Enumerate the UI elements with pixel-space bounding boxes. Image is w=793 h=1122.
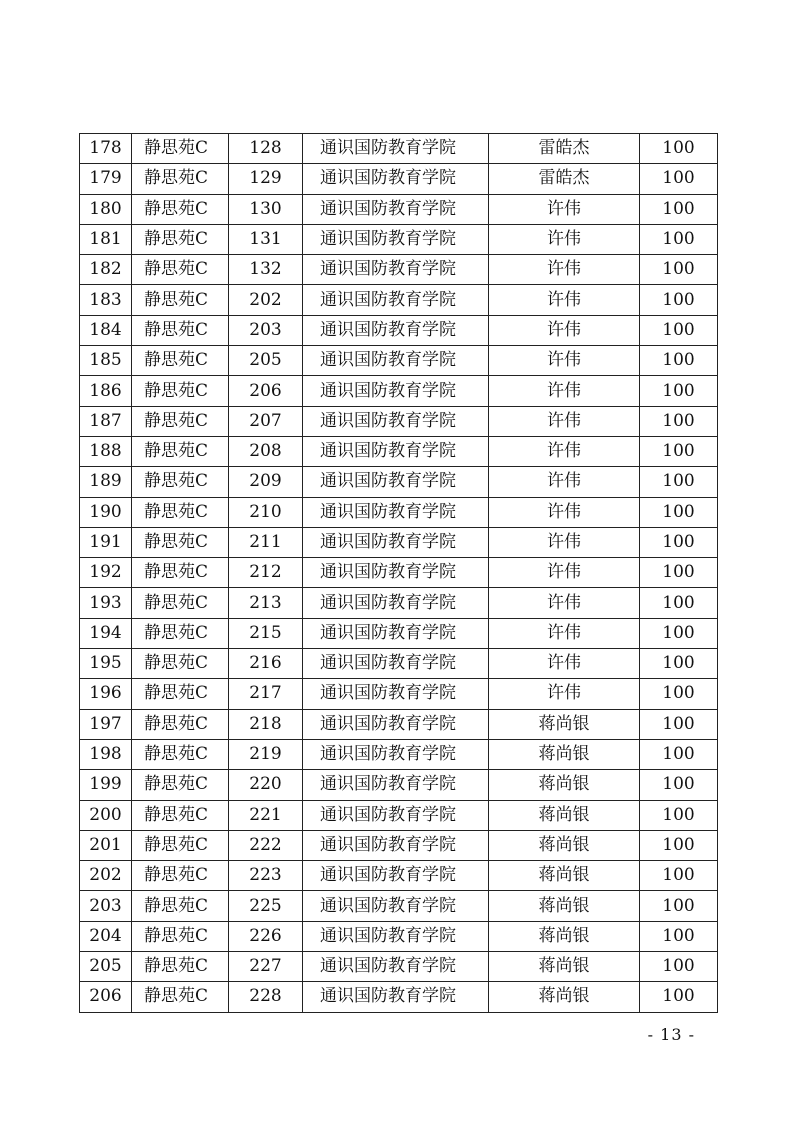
college-cell: 通识国防教育学院 [303,588,489,618]
row-index-cell: 190 [80,497,132,527]
college-cell: 通识国防教育学院 [303,315,489,345]
score-cell: 100 [640,134,718,164]
score-cell: 100 [640,194,718,224]
college-cell: 通识国防教育学院 [303,558,489,588]
room-number-cell: 220 [229,770,303,800]
row-index-cell: 201 [80,830,132,860]
table-row [80,679,718,709]
counselor-cell: 许伟 [489,618,640,648]
counselor-cell: 许伟 [489,255,640,285]
table-row [80,770,718,800]
score-cell: 100 [640,861,718,891]
score-cell: 100 [640,739,718,769]
counselor-cell: 许伟 [489,497,640,527]
score-cell: 100 [640,315,718,345]
counselor-cell: 蒋尚银 [489,800,640,830]
page-number: - 13 - [647,1025,695,1044]
table-row [80,588,718,618]
college-cell: 通识国防教育学院 [303,497,489,527]
row-index-cell: 197 [80,709,132,739]
building-cell: 静思苑C [132,285,229,315]
row-index-cell: 202 [80,861,132,891]
counselor-cell: 蒋尚银 [489,921,640,951]
building-cell: 静思苑C [132,830,229,860]
row-index-cell: 189 [80,467,132,497]
building-cell: 静思苑C [132,800,229,830]
room-number-cell: 211 [229,527,303,557]
table-row [80,861,718,891]
college-cell: 通识国防教育学院 [303,891,489,921]
counselor-cell: 许伟 [489,406,640,436]
counselor-cell: 许伟 [489,194,640,224]
row-index-cell: 188 [80,436,132,466]
building-cell: 静思苑C [132,224,229,254]
score-cell: 100 [640,830,718,860]
counselor-cell: 许伟 [489,649,640,679]
score-cell: 100 [640,497,718,527]
counselor-cell: 许伟 [489,436,640,466]
college-cell: 通识国防教育学院 [303,679,489,709]
college-cell: 通识国防教育学院 [303,436,489,466]
row-index-cell: 191 [80,527,132,557]
counselor-cell: 许伟 [489,376,640,406]
table-row [80,134,718,164]
score-cell: 100 [640,255,718,285]
row-index-cell: 204 [80,921,132,951]
room-number-cell: 216 [229,649,303,679]
room-number-cell: 215 [229,618,303,648]
score-cell: 100 [640,982,718,1012]
counselor-cell: 蒋尚银 [489,861,640,891]
table-row [80,921,718,951]
table-row [80,800,718,830]
score-cell: 100 [640,406,718,436]
college-cell: 通识国防教育学院 [303,861,489,891]
counselor-cell: 许伟 [489,527,640,557]
counselor-cell: 蒋尚银 [489,891,640,921]
table-row [80,709,718,739]
college-cell: 通识国防教育学院 [303,467,489,497]
score-cell: 100 [640,224,718,254]
room-number-cell: 217 [229,679,303,709]
score-cell: 100 [640,649,718,679]
counselor-cell: 许伟 [489,285,640,315]
table-row [80,527,718,557]
building-cell: 静思苑C [132,982,229,1012]
college-cell: 通识国防教育学院 [303,406,489,436]
counselor-cell: 蒋尚银 [489,952,640,982]
college-cell: 通识国防教育学院 [303,921,489,951]
building-cell: 静思苑C [132,952,229,982]
table-row [80,618,718,648]
counselor-cell: 许伟 [489,467,640,497]
room-number-cell: 213 [229,588,303,618]
row-index-cell: 178 [80,134,132,164]
room-number-cell: 202 [229,285,303,315]
building-cell: 静思苑C [132,891,229,921]
score-cell: 100 [640,709,718,739]
counselor-cell: 许伟 [489,224,640,254]
room-number-cell: 128 [229,134,303,164]
row-index-cell: 194 [80,618,132,648]
table-body [80,134,718,1013]
room-number-cell: 209 [229,467,303,497]
college-cell: 通识国防教育学院 [303,376,489,406]
building-cell: 静思苑C [132,406,229,436]
table-row [80,982,718,1012]
room-number-cell: 129 [229,164,303,194]
table-row [80,467,718,497]
building-cell: 静思苑C [132,558,229,588]
counselor-cell: 蒋尚银 [489,830,640,860]
row-index-cell: 199 [80,770,132,800]
building-cell: 静思苑C [132,194,229,224]
row-index-cell: 203 [80,891,132,921]
row-index-cell: 186 [80,376,132,406]
score-cell: 100 [640,467,718,497]
row-index-cell: 180 [80,194,132,224]
score-cell: 100 [640,588,718,618]
counselor-cell: 雷皓杰 [489,164,640,194]
room-number-cell: 222 [229,830,303,860]
building-cell: 静思苑C [132,921,229,951]
dormitory-score-table [79,133,718,1013]
table-row [80,739,718,769]
college-cell: 通识国防教育学院 [303,527,489,557]
counselor-cell: 许伟 [489,558,640,588]
row-index-cell: 198 [80,739,132,769]
table-row [80,436,718,466]
row-index-cell: 179 [80,164,132,194]
score-cell: 100 [640,164,718,194]
counselor-cell: 蒋尚银 [489,982,640,1012]
building-cell: 静思苑C [132,861,229,891]
score-cell: 100 [640,800,718,830]
building-cell: 静思苑C [132,739,229,769]
college-cell: 通识国防教育学院 [303,952,489,982]
room-number-cell: 207 [229,406,303,436]
row-index-cell: 195 [80,649,132,679]
college-cell: 通识国防教育学院 [303,830,489,860]
table-row [80,830,718,860]
row-index-cell: 205 [80,952,132,982]
college-cell: 通识国防教育学院 [303,346,489,376]
room-number-cell: 205 [229,346,303,376]
score-cell: 100 [640,891,718,921]
college-cell: 通识国防教育学院 [303,800,489,830]
building-cell: 静思苑C [132,527,229,557]
room-number-cell: 130 [229,194,303,224]
row-index-cell: 196 [80,679,132,709]
score-cell: 100 [640,376,718,406]
row-index-cell: 181 [80,224,132,254]
college-cell: 通识国防教育学院 [303,709,489,739]
college-cell: 通识国防教育学院 [303,649,489,679]
score-cell: 100 [640,921,718,951]
score-cell: 100 [640,527,718,557]
table-row [80,255,718,285]
room-number-cell: 223 [229,861,303,891]
table-row [80,346,718,376]
building-cell: 静思苑C [132,376,229,406]
college-cell: 通识国防教育学院 [303,134,489,164]
table-row [80,952,718,982]
row-index-cell: 182 [80,255,132,285]
room-number-cell: 228 [229,982,303,1012]
table-row [80,558,718,588]
building-cell: 静思苑C [132,164,229,194]
building-cell: 静思苑C [132,679,229,709]
row-index-cell: 187 [80,406,132,436]
room-number-cell: 227 [229,952,303,982]
college-cell: 通识国防教育学院 [303,618,489,648]
college-cell: 通识国防教育学院 [303,982,489,1012]
table-row [80,224,718,254]
row-index-cell: 184 [80,315,132,345]
table-row [80,164,718,194]
table-row [80,649,718,679]
building-cell: 静思苑C [132,134,229,164]
building-cell: 静思苑C [132,770,229,800]
building-cell: 静思苑C [132,346,229,376]
counselor-cell: 许伟 [489,588,640,618]
building-cell: 静思苑C [132,497,229,527]
college-cell: 通识国防教育学院 [303,770,489,800]
building-cell: 静思苑C [132,315,229,345]
table-row [80,194,718,224]
counselor-cell: 许伟 [489,315,640,345]
score-cell: 100 [640,770,718,800]
room-number-cell: 221 [229,800,303,830]
row-index-cell: 185 [80,346,132,376]
room-number-cell: 226 [229,921,303,951]
counselor-cell: 许伟 [489,679,640,709]
table-row [80,315,718,345]
room-number-cell: 203 [229,315,303,345]
table-row [80,285,718,315]
score-cell: 100 [640,952,718,982]
score-cell: 100 [640,436,718,466]
score-cell: 100 [640,285,718,315]
room-number-cell: 219 [229,739,303,769]
college-cell: 通识国防教育学院 [303,739,489,769]
college-cell: 通识国防教育学院 [303,224,489,254]
row-index-cell: 200 [80,800,132,830]
building-cell: 静思苑C [132,255,229,285]
college-cell: 通识国防教育学院 [303,285,489,315]
row-index-cell: 192 [80,558,132,588]
table-row [80,497,718,527]
building-cell: 静思苑C [132,467,229,497]
row-index-cell: 206 [80,982,132,1012]
counselor-cell: 蒋尚银 [489,709,640,739]
college-cell: 通识国防教育学院 [303,194,489,224]
building-cell: 静思苑C [132,618,229,648]
room-number-cell: 131 [229,224,303,254]
score-cell: 100 [640,679,718,709]
building-cell: 静思苑C [132,436,229,466]
room-number-cell: 210 [229,497,303,527]
table-row [80,406,718,436]
college-cell: 通识国防教育学院 [303,164,489,194]
room-number-cell: 208 [229,436,303,466]
table-row [80,376,718,406]
building-cell: 静思苑C [132,649,229,679]
room-number-cell: 206 [229,376,303,406]
score-cell: 100 [640,346,718,376]
building-cell: 静思苑C [132,588,229,618]
table-row [80,891,718,921]
room-number-cell: 218 [229,709,303,739]
room-number-cell: 132 [229,255,303,285]
score-cell: 100 [640,618,718,648]
row-index-cell: 183 [80,285,132,315]
counselor-cell: 雷皓杰 [489,134,640,164]
room-number-cell: 225 [229,891,303,921]
building-cell: 静思苑C [132,709,229,739]
row-index-cell: 193 [80,588,132,618]
counselor-cell: 蒋尚银 [489,739,640,769]
counselor-cell: 蒋尚银 [489,770,640,800]
counselor-cell: 许伟 [489,346,640,376]
room-number-cell: 212 [229,558,303,588]
college-cell: 通识国防教育学院 [303,255,489,285]
score-cell: 100 [640,558,718,588]
